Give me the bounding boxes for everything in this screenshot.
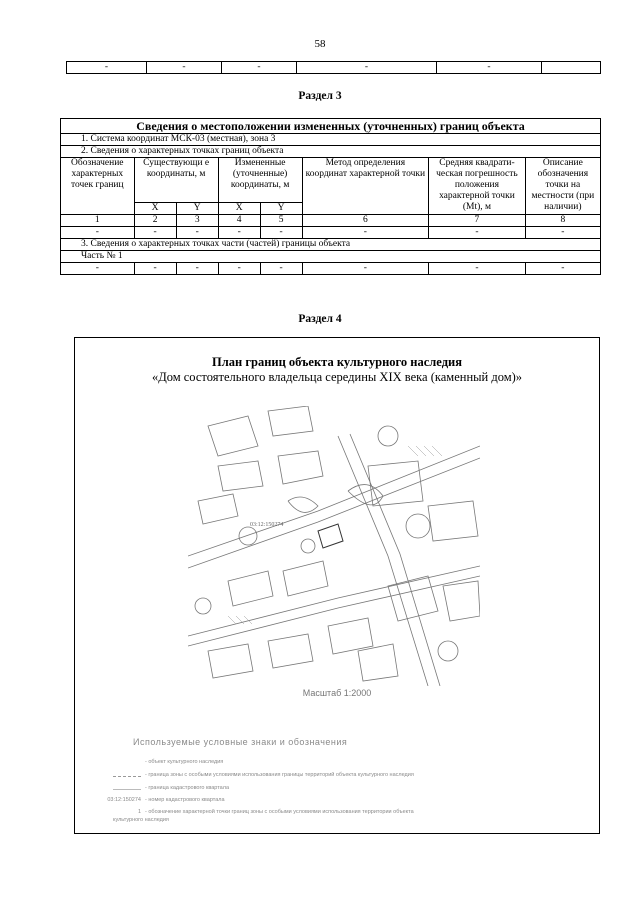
- subcolumn-header: Y: [176, 203, 218, 215]
- legend-text: - граница зоны с особыми условиями использования границы территорий объекта культурного наследия: [145, 772, 414, 778]
- table-row: [61, 146, 601, 158]
- table-cell: -: [61, 227, 135, 239]
- legend-symbol: 1: [137, 809, 141, 815]
- table-cell: -: [429, 263, 526, 275]
- table-title-row: [61, 119, 601, 134]
- table-cell: -: [176, 263, 218, 275]
- table-cell: 8: [525, 215, 600, 227]
- part-label-row: Часть № 1: [61, 251, 601, 263]
- table-cell: 5: [260, 215, 302, 227]
- table-cell: 3: [176, 215, 218, 227]
- table-row: [61, 239, 601, 251]
- table-title: Сведения о местоположении измененных (уточненных) границ объекта: [61, 119, 601, 134]
- table-cell: -: [134, 263, 176, 275]
- legend-item: [113, 808, 443, 824]
- section4-title: Раздел 4: [298, 313, 342, 325]
- column-header: Средняя квадрати-ческая погрешность положения характерной точки (Mt), м: [429, 158, 526, 215]
- part-points-header-row: 3. Сведения о характерных точках части (частей) границы объекта: [61, 239, 601, 251]
- table-cell: -: [302, 227, 429, 239]
- table-row: [61, 263, 601, 275]
- table-cell: -: [525, 263, 600, 275]
- table-cell: -: [218, 263, 260, 275]
- column-header: Существующи е координаты, м: [134, 158, 218, 203]
- legend-text: - обозначение характерной точки границ зоны с особыми условиями использования территории объекта культурного наследия: [113, 809, 414, 823]
- subcolumn-header: X: [218, 203, 260, 215]
- cadastral-map: [188, 406, 480, 686]
- legend-title: Используемые условные знаки и обозначения: [133, 737, 348, 747]
- plan-title: [75, 355, 599, 385]
- table-row: [61, 134, 601, 146]
- plan-title-line2: «Дом состоятельного владельца середины XIX века (каменный дом)»: [151, 370, 523, 384]
- table-cell: -: [302, 263, 429, 275]
- boundary-plan: [74, 337, 600, 834]
- table-cell: -: [222, 62, 297, 74]
- column-header: Метод определения координат характерной точки: [302, 158, 429, 215]
- table-row: [67, 62, 601, 74]
- cadastral-block-label: 03:12:150274: [250, 522, 284, 528]
- page-number: 58: [314, 38, 326, 50]
- subcolumn-header: X: [134, 203, 176, 215]
- table-cell: -: [260, 263, 302, 275]
- column-header: Измененные (уточненные) координаты, м: [218, 158, 302, 203]
- table-cell: -: [218, 227, 260, 239]
- section3-title: Раздел 3: [298, 90, 342, 102]
- table-cell: -: [134, 227, 176, 239]
- table-cell: 1: [61, 215, 135, 227]
- table-row: [61, 227, 601, 239]
- table-cell: [542, 62, 601, 74]
- legend-symbol: [113, 772, 141, 777]
- table-cell: -: [437, 62, 542, 74]
- table-cell: -: [297, 62, 437, 74]
- legend-text: - номер кадастрового квартала: [145, 797, 225, 803]
- table-cell: -: [525, 227, 600, 239]
- coordinates-table: [60, 118, 601, 275]
- table-cell: 7: [429, 215, 526, 227]
- table-cell: 4: [218, 215, 260, 227]
- legend-text: - граница кадастрового квартала: [145, 785, 230, 791]
- column-header: Обозначение характерных точек границ: [61, 158, 135, 215]
- coordinate-system-row: 1. Система координат МСК-03 (местная), зона 3: [61, 134, 601, 146]
- table-cell: -: [147, 62, 222, 74]
- legend-item: [113, 772, 414, 778]
- table-cell: 2: [134, 215, 176, 227]
- legend-item: [113, 759, 223, 765]
- column-header: Описание обозначения точки на местности (при наличии): [525, 158, 600, 215]
- table-cell: -: [67, 62, 147, 74]
- subcolumn-header: Y: [260, 203, 302, 215]
- legend-symbol: 03:12:150274: [107, 797, 141, 803]
- scale-label: Масштаб 1:2000: [302, 688, 372, 698]
- points-header-row: 2. Сведения о характерных точках границ объекта: [61, 146, 601, 158]
- plan-title-line1: План границ объекта культурного наследия: [212, 355, 462, 369]
- legend-item: [113, 785, 229, 791]
- table-cell: -: [429, 227, 526, 239]
- table-cell: -: [260, 227, 302, 239]
- table-cell: -: [176, 227, 218, 239]
- continuation-table: [66, 61, 601, 74]
- table-cell: 6: [302, 215, 429, 227]
- table-row: [61, 251, 601, 263]
- legend-item: [105, 797, 225, 803]
- column-header-row: [61, 158, 601, 203]
- table-cell: -: [61, 263, 135, 275]
- numbering-row: [61, 215, 601, 227]
- legend-symbol: [113, 785, 141, 790]
- legend-text: - объект культурного наследия: [145, 759, 224, 765]
